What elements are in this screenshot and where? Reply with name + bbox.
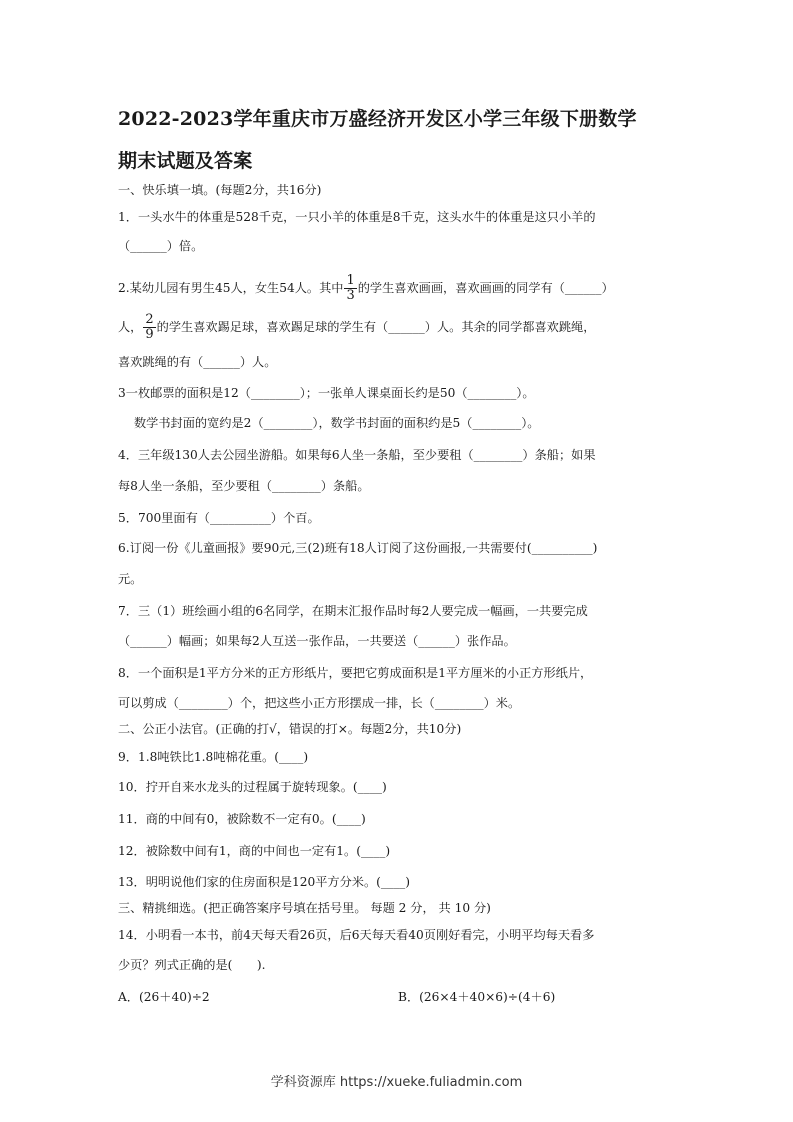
fraction-numerator: 1: [346, 273, 355, 288]
question-1-line-1: 1．一头水牛的体重是528千克，一只小羊的体重是8千克，这头水牛的体重是这只小羊的: [118, 210, 596, 224]
question-11: 11．商的中间有0，被除数不一定有0。(____): [118, 812, 366, 826]
section-2-heading: 二、公正小法官。(正确的打√，错误的打×。每题2分，共10分): [118, 722, 462, 736]
question-3-line-1: 3一枚邮票的面积是12（________）；一张单人课桌面长约是50（________）。: [118, 386, 535, 400]
question-2-text-b: 的学生喜欢画画，喜欢画画的同学有（______）: [357, 281, 614, 295]
question-14-line-1: 14．小明看一本书，前4天每天看26页，后6天每天看40页刚好看完，小明平均每天看多: [118, 928, 595, 942]
page-title-line-2: 期末试题及答案: [118, 150, 253, 172]
question-7-line-1: 7．三（1）班绘画小组的6名同学，在期末汇报作品时每2人要完成一幅画，一共要完成: [118, 604, 588, 618]
page-title-line-1: 2022-2023学年重庆市万盛经济开发区小学三年级下册数学: [118, 108, 637, 130]
question-2-text-a: 2.某幼儿园有男生45人，女生54人。其中: [118, 281, 344, 295]
fraction-numerator: 2: [145, 312, 154, 327]
question-2-line-1: [118, 274, 614, 303]
question-2-line-2: [118, 313, 595, 342]
question-6-line-1: 6.订阅一份《儿童画报》要90元,三(2)班有18人订阅了这份画报,一共需要付(__________): [118, 541, 598, 555]
question-2-text-c: 人，: [118, 320, 143, 334]
question-9: 9．1.8吨铁比1.8吨棉花重。(____): [118, 750, 309, 764]
question-4-line-2: 每8人坐一条船，至少要租（________）条船。: [118, 479, 370, 493]
watermark-footer: 学科资源库 https://xueke.fuliadmin.com: [270, 1075, 523, 1090]
section-1-heading: 一、快乐填一填。(每题2分，共16分): [118, 183, 322, 197]
fraction-denominator: 9: [145, 327, 154, 342]
question-10: 10．拧开自来水龙头的过程属于旋转现象。(____): [118, 780, 387, 794]
question-3-line-2: 数学书封面的宽约是2（________），数学书封面的面积约是5（________）。: [134, 416, 540, 430]
fraction-two-ninths: [143, 313, 155, 342]
fraction-one-third: [344, 274, 356, 303]
question-1-line-2: （______）倍。: [118, 239, 204, 253]
question-7-line-2: （______）幅画；如果每2人互送一张作品，一共要送（______）张作品。: [118, 634, 516, 648]
question-14-option-b: B．(26×4＋40×6)÷(4＋6): [398, 990, 556, 1004]
question-6-line-2: 元。: [118, 572, 143, 586]
fraction-denominator: 3: [346, 288, 355, 303]
question-4-line-1: 4．三年级130人去公园坐游船。如果每6人坐一条船，至少要租（________）条船；如果: [118, 448, 596, 462]
question-5: 5．700里面有（__________）个百。: [118, 511, 320, 525]
question-8-line-2: 可以剪成（________）个，把这些小正方形摆成一排，长（________）米。: [118, 696, 521, 710]
question-2-line-3: 喜欢跳绳的有（______）人。: [118, 355, 277, 369]
section-3-heading: 三、精挑细选。(把正确答案序号填在括号里。 每题 2 分， 共 10 分): [118, 901, 491, 915]
question-14-line-2: 少页？列式正确的是( ).: [118, 958, 266, 972]
question-14-option-a: A．(26＋40)÷2: [118, 990, 210, 1004]
question-12: 12．被除数中间有1，商的中间也一定有1。(____): [118, 844, 391, 858]
question-13: 13．明明说他们家的住房面积是120平方分米。(____): [118, 875, 411, 889]
question-2-text-d: 的学生喜欢踢足球，喜欢踢足球的学生有（______）人。其余的同学都喜欢跳绳，: [156, 320, 596, 334]
question-8-line-1: 8．一个面积是1平方分米的正方形纸片，要把它剪成面积是1平方厘米的小正方形纸片，: [118, 666, 593, 680]
